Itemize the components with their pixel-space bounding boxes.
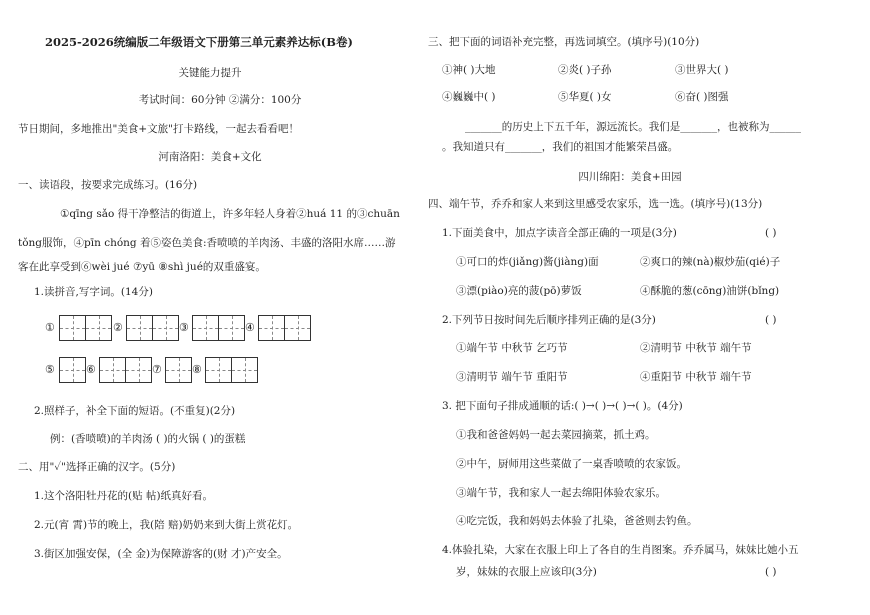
section-sichuan: 四川绵阳：美食+田园: [578, 171, 682, 183]
exam-title: 2025-2026统编版二年级语文下册第三单元素养达标(B卷): [45, 35, 353, 49]
writing-grid[interactable]: [59, 357, 86, 383]
q1-sub1: 1.读拼音,写字词。(14分): [34, 286, 153, 298]
circle-label: ⑥: [86, 363, 96, 376]
q1-paragraph-line1: ①qīng sǎo 得干净整洁的街道上，许多年轻人身着②huá 11 的③chuān: [60, 208, 400, 220]
q3-word4: ④巍巍中( ): [442, 91, 496, 103]
q4-sub3-sentence: ③端午节，我和家人一起去绵阳体验农家乐。: [456, 487, 666, 499]
circle-label: ⑦: [152, 363, 162, 376]
answer-paren[interactable]: ( ): [765, 314, 777, 326]
q4-sub1-option: ①可口的炸(jiǎng)酱(jiàng)面: [456, 256, 599, 268]
q4-sub4-line2: 岁，妹妹的衣服上应该印(3分): [456, 566, 597, 578]
q4-sub1-option: ③漂(piào)亮的菠(pō)萝饭: [456, 285, 582, 297]
circle-label: ①: [45, 321, 55, 334]
q4-sub3-sentence: ①我和爸爸妈妈一起去菜园摘菜，抓土鸡。: [456, 429, 656, 441]
q1-paragraph-line2: tǒng服饰，④pīn chóng 着⑤姿色美食:香喷喷的羊肉汤、丰盛的洛阳水席……游: [18, 237, 396, 249]
q3-word1: ①神( )大地: [442, 64, 496, 76]
exam-info: 考试时间：60分钟 ②满分：100分: [138, 94, 302, 106]
answer-paren[interactable]: ( ): [765, 566, 777, 578]
q4-sub3-sentence: ②中午，厨师用这些菜做了一桌香喷喷的农家饭。: [456, 458, 687, 470]
intro-text: 节日期间，多地推出"美食+文旅"打卡路线，一起去看看吧！: [18, 123, 299, 135]
q4-sub1-option: ②爽口的辣(nà)椒炒茄(qié)子: [640, 256, 781, 268]
writing-grid[interactable]: [59, 315, 112, 341]
q4-sub2-option: ④重阳节 中秋节 端午节: [640, 371, 752, 383]
q3-word6: ⑥奋( )图强: [675, 91, 729, 103]
q4-sub1: 1.下面美食中，加点字读音全部正确的一项是(3分): [442, 227, 677, 239]
circle-label: ⑤: [45, 363, 55, 376]
circle-label: ④: [245, 321, 255, 334]
writing-grid[interactable]: [99, 357, 152, 383]
q2-item2: 2.元(宵 霄)节的晚上，我(陪 赔)奶奶来到大街上赏花灯。: [34, 519, 299, 531]
q1-heading: 一、读语段，按要求完成练习。(16分): [18, 179, 198, 191]
q4-sub1-option: ④酥脆的葱(cōng)油饼(bǐng): [640, 285, 780, 297]
q2-heading: 二、用"✓"选择正确的汉字。(5分): [18, 461, 176, 473]
writing-grid[interactable]: [258, 315, 311, 341]
q4-sub2-option: ②清明节 中秋节 端午节: [640, 342, 752, 354]
circle-label: ⑧: [192, 363, 202, 376]
q3-word3: ③世界大( ): [675, 64, 729, 76]
circle-label: ③: [179, 321, 189, 334]
answer-paren[interactable]: ( ): [765, 227, 777, 239]
q2-item1: 1.这个洛阳牡丹花的(贴 帖)纸真好看。: [34, 490, 214, 502]
subtitle: 关键能力提升: [178, 67, 242, 79]
circle-label: ②: [113, 321, 123, 334]
q4-sub2-option: ①端午节 中秋节 乞巧节: [456, 342, 568, 354]
q3-fill-line1: _______的历史上下五千年，源远流长。我们是_______，也被称为______: [465, 121, 801, 133]
section-henan: 河南洛阳：美食+文化: [158, 151, 262, 163]
writing-grid[interactable]: [165, 357, 192, 383]
q3-heading: 三、把下面的词语补充完整，再选词填空。(填序号)(10分): [428, 36, 700, 48]
q4-heading: 四、端午节，乔乔和家人来到这里感受农家乐，选一选。(填序号)(13分): [428, 198, 763, 210]
q4-sub3-sentence: ④吃完饭，我和妈妈去体验了扎染，爸爸则去钓鱼。: [456, 515, 698, 527]
q2-item3: 3.街区加强安保，(全 金)为保障游客的(财 才)产安全。: [34, 548, 288, 560]
q3-word5: ⑤华夏( )女: [558, 91, 612, 103]
q4-sub3: 3. 把下面句子排成通顺的话:( )→( )→( )→( )。(4分): [442, 400, 683, 412]
q4-sub2-option: ③清明节 端午节 重阳节: [456, 371, 568, 383]
q3-word2: ②炎( )子孙: [558, 64, 612, 76]
writing-grid[interactable]: [192, 315, 245, 341]
writing-grid[interactable]: [126, 315, 179, 341]
q4-sub2: 2.下列节日按时间先后顺序排列正确的是(3分): [442, 314, 656, 326]
q1-example: 例：(香喷喷)的羊肉汤 ( )的火锅 ( )的蛋糕: [50, 433, 246, 445]
q1-sub2: 2.照样子，补全下面的短语。(不重复)(2分): [34, 405, 236, 417]
q3-fill-line2: 。我知道只有_______，我们的祖国才能繁荣昌盛。: [442, 141, 679, 153]
q4-sub4-line1: 4.体验扎染，大家在衣服上印上了各自的生肖图案。乔乔属马，妹妹比她小五: [442, 544, 799, 556]
q1-paragraph-line3: 客在此享受到⑥wèi jué ⑦yū ⑧shì jué的双重盛宴。: [18, 261, 266, 273]
writing-grid[interactable]: [205, 357, 258, 383]
